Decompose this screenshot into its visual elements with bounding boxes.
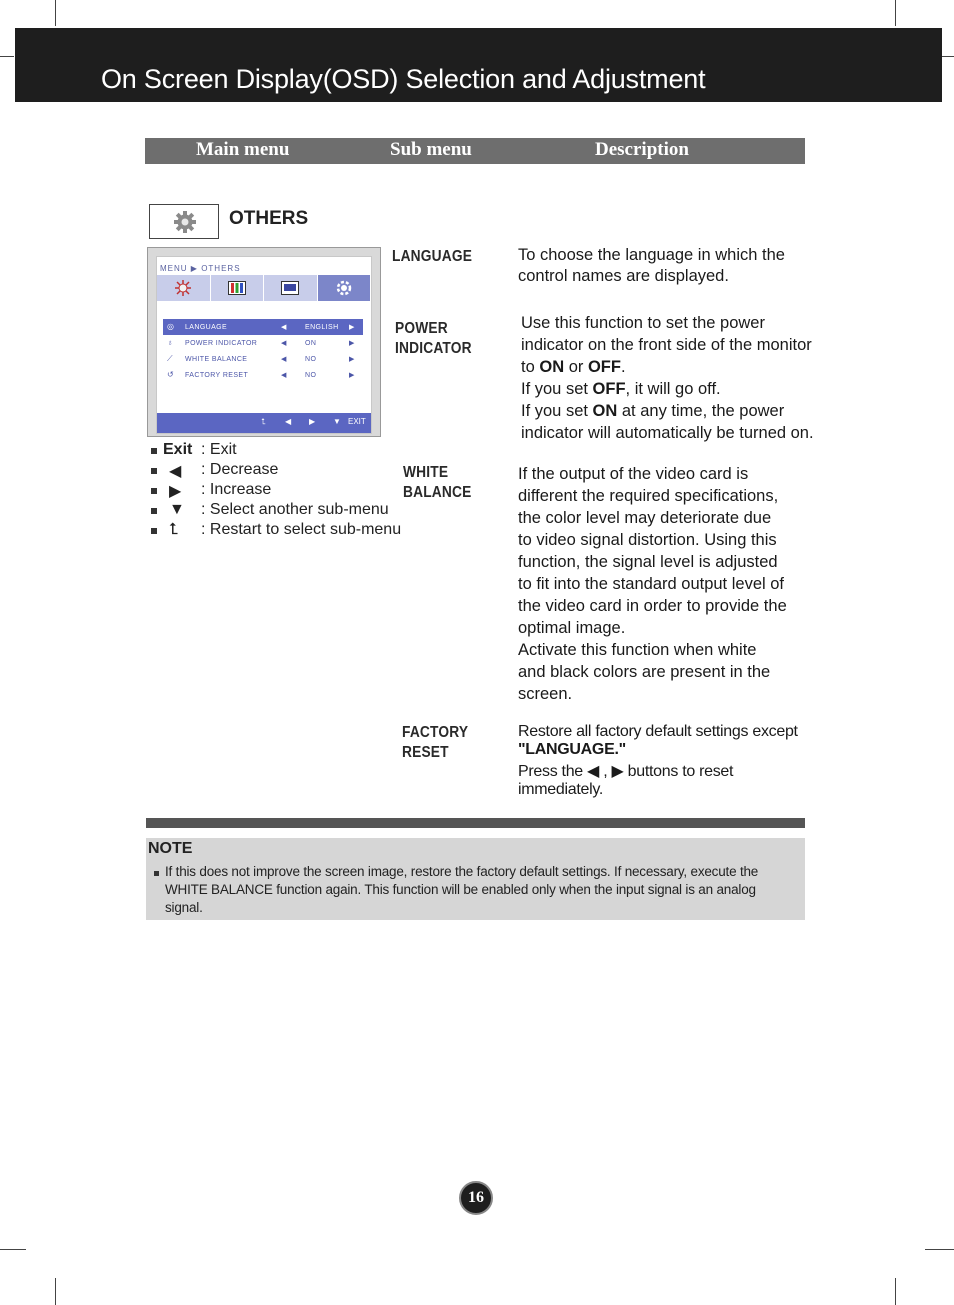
submenu-white-line1: WHITE	[403, 464, 449, 481]
osd-row-label: POWER INDICATOR	[185, 340, 258, 347]
text: Press the	[518, 763, 588, 780]
osd-row-value: ENGLISH	[305, 324, 339, 331]
bullet	[151, 448, 157, 454]
desc-line: the color level may deteriorate due	[518, 509, 772, 527]
chevron-right-icon: ▶	[190, 264, 198, 273]
osd-tab-color	[211, 275, 265, 301]
osd-exit-label: EXIT	[348, 417, 366, 426]
crop-mark	[925, 1249, 954, 1250]
legend-select	[151, 500, 411, 520]
submenu-factory-line1: FACTORY	[402, 724, 469, 741]
legend-restart	[151, 520, 411, 540]
text-bold: ON	[592, 402, 618, 420]
gear-icon	[150, 205, 220, 240]
legend-increase-desc: : Increase	[201, 481, 272, 498]
page-title: On Screen Display(OSD) Selection and Adjustment	[101, 64, 706, 94]
desc-white-balance	[518, 463, 813, 705]
desc-line	[521, 400, 821, 422]
note-box	[146, 838, 805, 920]
text: to	[521, 358, 540, 376]
section-title: OTHERS	[229, 208, 309, 229]
submenu-factory-line2: RESET	[402, 744, 449, 761]
legend-exit-key: Exit	[163, 441, 193, 458]
arrow-down-icon: ▼	[169, 501, 185, 518]
arrow-right-icon: ▶	[309, 417, 316, 426]
desc-line: different the required specifications,	[518, 487, 779, 505]
legend-exit	[151, 440, 411, 460]
desc-line	[518, 763, 813, 781]
column-description: Description	[595, 139, 689, 160]
desc-line: Activate this function when white	[518, 641, 757, 659]
return-up-icon: ⮤	[261, 417, 266, 426]
text: at any time, the power	[617, 402, 785, 420]
desc-line: optimal image.	[518, 619, 626, 637]
globe-icon: ◎	[167, 322, 175, 331]
arrow-right-icon: ▶	[349, 340, 355, 347]
arrow-left-icon: ◀	[281, 324, 287, 331]
osd-row-white-balance	[163, 351, 363, 367]
arrow-down-icon: ▼	[333, 417, 341, 426]
submenu-power-indicator	[395, 319, 472, 359]
crop-mark	[940, 56, 954, 57]
submenu-white-balance	[403, 463, 471, 503]
osd-breadcrumb-menu: MENU	[160, 264, 188, 273]
legend-decrease-desc: : Decrease	[201, 461, 279, 478]
gear-icon	[335, 279, 353, 297]
column-sub-menu: Sub menu	[390, 139, 472, 160]
desc-line-bold: "LANGUAGE."	[518, 741, 626, 758]
submenu-white-line2: BALANCE	[403, 484, 472, 501]
crop-mark	[55, 1278, 56, 1305]
note-title: NOTE	[148, 840, 193, 857]
osd-row-label: LANGUAGE	[185, 324, 228, 331]
arrow-left-icon: ◀	[281, 340, 287, 347]
osd-panel	[156, 256, 372, 434]
desc-factory-reset	[518, 723, 813, 799]
text: or	[564, 358, 588, 376]
desc-line: Use this function to set the power	[521, 314, 765, 332]
separator-bar	[146, 818, 805, 828]
arrow-right-icon: ▶	[349, 356, 355, 363]
desc-line	[521, 378, 821, 400]
osd-row-label: WHITE BALANCE	[185, 356, 248, 363]
bullet	[151, 528, 157, 534]
legend-decrease	[151, 460, 411, 480]
desc-line: function, the signal level is adjusted	[518, 553, 778, 571]
text: If you set	[521, 402, 593, 420]
legend-increase	[151, 480, 411, 500]
arrow-right-icon: ▶	[349, 324, 355, 331]
desc-line: to video signal distortion. Using this	[518, 531, 777, 549]
desc-language: To choose the language in which the control names are displayed.	[518, 246, 785, 285]
text: , it will go off.	[625, 380, 721, 398]
lightbulb-icon: ♁	[167, 338, 174, 347]
osd-rows	[163, 319, 363, 383]
submenu-factory-reset	[402, 723, 468, 763]
text-bold: OFF	[592, 380, 626, 398]
crop-mark	[895, 1278, 896, 1305]
sun-icon	[174, 279, 192, 297]
desc-line: to fit into the standard output level of	[518, 575, 785, 593]
osd-breadcrumb-section: OTHERS	[201, 264, 241, 273]
desc-line: immediately.	[518, 781, 604, 798]
text: .	[620, 358, 626, 376]
desc-line: the video card in order to provide the	[518, 597, 787, 615]
desc-line	[521, 356, 821, 378]
osd-footer	[157, 413, 371, 433]
osd-breadcrumb	[160, 264, 241, 273]
page-number: 16	[459, 1181, 493, 1215]
desc-line: indicator on the front side of the monitor	[521, 336, 812, 354]
osd-row-value: NO	[305, 356, 317, 363]
crop-mark	[895, 0, 896, 26]
arrow-left-icon: ◀	[587, 763, 600, 780]
osd-row-value: NO	[305, 372, 317, 379]
submenu-power-line1: POWER	[395, 320, 448, 337]
text-bold: OFF	[587, 358, 621, 376]
note-text: If this does not improve the screen image, restore the factory default settings. If necessary, execute the WHITE BALANCE function again. This function will be enabled only when the input signal is an analog signal.	[165, 864, 759, 915]
bullet	[151, 468, 157, 474]
return-up-icon: ⮤	[169, 521, 179, 538]
reset-arrow-icon: ↺	[167, 370, 175, 379]
arrow-right-icon: ▶	[169, 483, 182, 500]
legend-restart-desc: : Restart to select sub-menu	[201, 521, 402, 538]
osd-row-label: FACTORY RESET	[185, 372, 249, 379]
osd-tab-brightness	[157, 275, 211, 301]
osd-row-value: ON	[305, 340, 317, 347]
monitor-icon	[281, 281, 299, 295]
bullet	[151, 488, 157, 494]
arrow-right-icon: ▶	[611, 763, 624, 780]
desc-power-indicator	[521, 312, 821, 444]
submenu-language: LANGUAGE	[392, 248, 473, 265]
osd-row-power-indicator	[163, 335, 363, 351]
desc-line: and black colors are present in the	[518, 663, 771, 681]
arrow-right-icon: ▶	[349, 372, 355, 379]
desc-line: screen.	[518, 685, 573, 703]
legend-select-desc: : Select another sub-menu	[201, 501, 389, 518]
arrow-left-icon: ◀	[281, 372, 287, 379]
submenu-power-line2: INDICATOR	[395, 340, 472, 357]
bullet	[151, 508, 157, 514]
column-main-menu: Main menu	[196, 139, 290, 160]
osd-row-language	[163, 319, 363, 335]
osd-row-factory-reset	[163, 367, 363, 383]
color-bars-icon	[228, 281, 246, 295]
osd-tab-others	[318, 275, 372, 301]
arrow-left-icon: ◀	[169, 463, 182, 480]
desc-line: indicator will automatically be turned on.	[521, 424, 814, 442]
button-legend	[151, 440, 411, 540]
crop-mark	[0, 56, 14, 57]
text: ,	[599, 763, 612, 780]
column-header-bar	[145, 138, 805, 164]
desc-line: If the output of the video card is	[518, 465, 749, 483]
crop-mark	[0, 1249, 26, 1250]
bullet	[154, 871, 159, 876]
osd-tabs	[157, 275, 371, 301]
others-icon-box	[149, 204, 219, 239]
arrow-left-icon: ◀	[285, 417, 292, 426]
desc-line: Restore all factory default settings except	[518, 723, 798, 740]
crop-mark	[55, 0, 56, 26]
arrow-left-icon: ◀	[281, 356, 287, 363]
text: If you set	[521, 380, 593, 398]
text-bold: ON	[539, 358, 565, 376]
osd-tab-display	[264, 275, 318, 301]
waveform-icon: ⟋	[167, 354, 173, 363]
text: buttons to reset	[623, 763, 734, 780]
osd-screenshot	[147, 247, 381, 437]
legend-exit-desc: : Exit	[201, 441, 237, 458]
